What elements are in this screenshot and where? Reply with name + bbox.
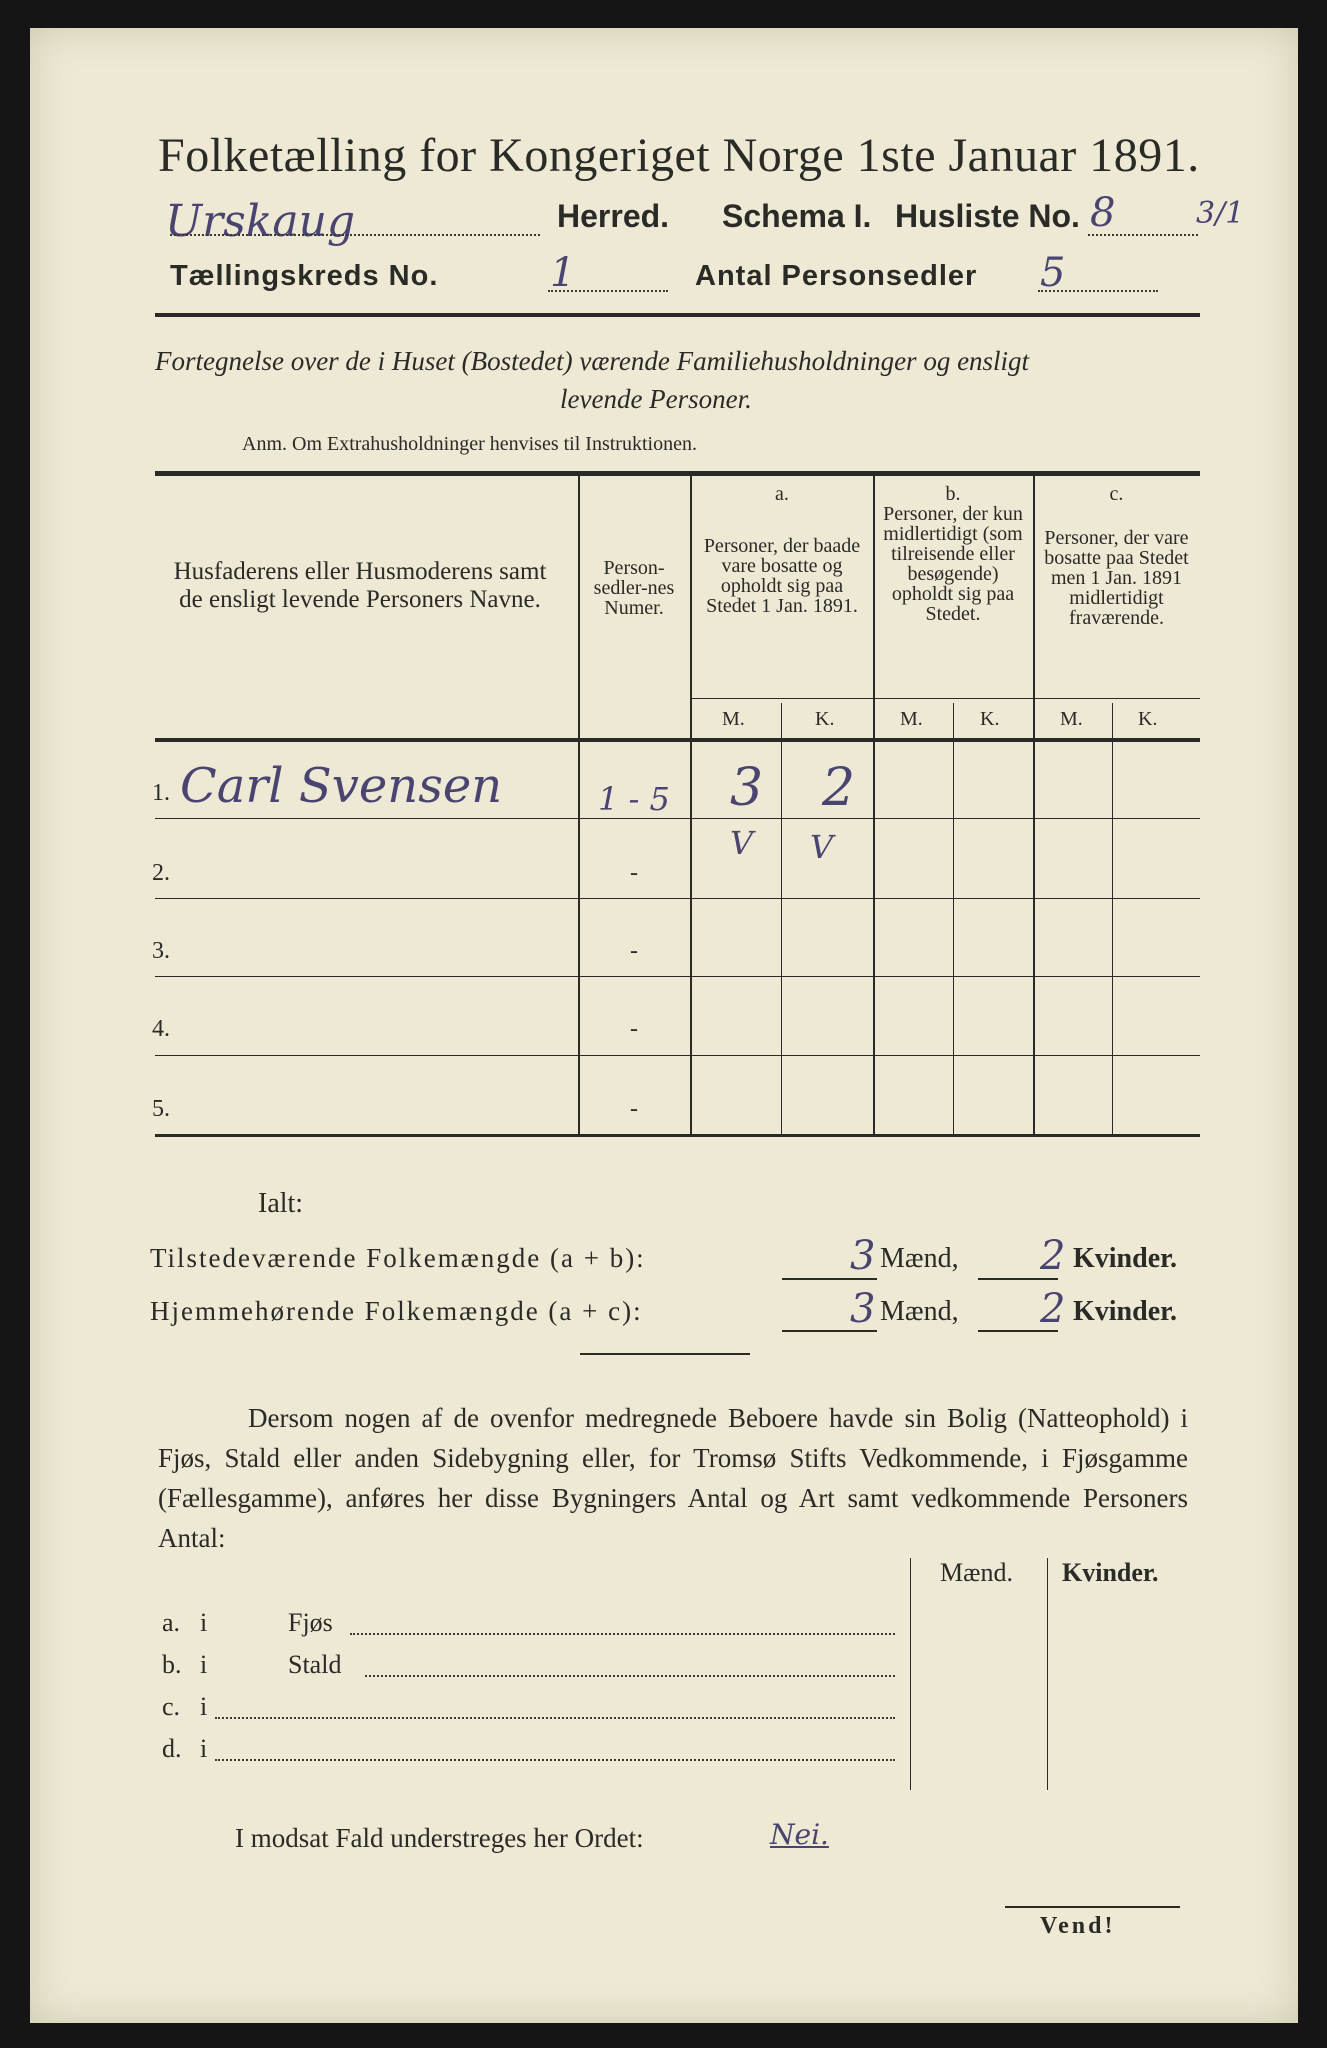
table-bottom-rule <box>155 1134 1200 1137</box>
kvinder-label: Kvinder. <box>1073 1296 1177 1327</box>
col-b-letter: b. <box>945 483 961 505</box>
col-divider <box>578 476 580 1134</box>
intro-line2: levende Personer. <box>560 384 752 414</box>
husliste-value: 8 <box>1090 190 1116 236</box>
hjemme-maend: 3 <box>850 1286 876 1332</box>
husliste-label: Husliste No. <box>895 198 1080 234</box>
schema-label: Schema I. <box>722 198 872 234</box>
kreds-dotline <box>548 290 668 292</box>
check-mark: V <box>810 828 834 866</box>
buildings-maend-head: Mænd. <box>940 1558 1013 1587</box>
building-dotline <box>215 1717 895 1719</box>
separator-rule <box>580 1353 750 1355</box>
tilstede-maend: 3 <box>850 1233 876 1279</box>
herred-label: Herred. <box>557 198 670 234</box>
row-number: 5. <box>152 1096 170 1122</box>
row-numer-prefix <box>598 780 670 818</box>
table-header-rule <box>155 738 1200 742</box>
building-label: Fjøs <box>288 1608 333 1637</box>
form-title: Folketælling for Kongeriget Norge 1ste Januar 1891. <box>158 129 1200 182</box>
building-i: i <box>200 1608 208 1637</box>
buildings-kvinder-head: Kvinder. <box>1062 1558 1159 1587</box>
building-i: i <box>200 1650 208 1679</box>
building-i: i <box>200 1734 208 1763</box>
col-c-letter: c. <box>1109 483 1124 505</box>
maend-label: Mænd, <box>880 1243 959 1274</box>
building-label: Stald <box>288 1650 342 1679</box>
anm-note: Anm. Om Extrahusholdninger henvises til Instruktionen. <box>242 433 697 455</box>
husliste-extra: 3/1 <box>1196 196 1245 231</box>
building-letter: a. <box>162 1608 181 1637</box>
row-name: Carl Svensen <box>180 758 503 814</box>
ialt-label: Ialt: <box>258 1188 304 1219</box>
buildings-divider <box>1047 1558 1048 1790</box>
a-k-label: K. <box>815 708 835 730</box>
kreds-value: 1 <box>550 250 576 296</box>
antal-value: 5 <box>1040 250 1066 296</box>
building-dotline <box>215 1759 895 1761</box>
row-number: 3. <box>152 938 170 964</box>
row-numer: - <box>630 1096 638 1122</box>
maend-label: Mænd, <box>880 1296 959 1327</box>
header-rule <box>155 313 1200 317</box>
col-names-header: Husfaderens eller Husmoderens samt de ensligt levende Personers Navne. <box>173 558 547 613</box>
c-k-label: K. <box>1138 708 1158 730</box>
nei-word: Nei. <box>770 1818 829 1851</box>
mk-divider <box>1112 703 1113 1134</box>
row-rule <box>155 898 1200 899</box>
table-top-rule <box>155 471 1200 476</box>
building-letter: d. <box>162 1734 182 1763</box>
row-number: 4. <box>152 1016 170 1042</box>
col-c-header: Personer, der vare bosatte paa Stedet men 1 Jan. 1891 midlertidigt fraværende. <box>1044 527 1189 629</box>
row-a-m: 3 <box>730 758 764 818</box>
kvinder-label: Kvinder. <box>1073 1243 1177 1274</box>
antal-label: Antal Personsedler <box>695 260 978 292</box>
vend-rule <box>1005 1906 1180 1908</box>
check-mark: V <box>730 824 754 862</box>
building-dotline <box>365 1675 895 1677</box>
mk-rule <box>690 698 1200 699</box>
col-b-header: Personer, der kun midlertidigt (som tilreisende eller besøgende) opholdt sig paa Stedet. <box>883 503 1023 625</box>
hjemme-label: Hjemmehørende Folkemængde (a + c): <box>150 1296 643 1326</box>
a-m-label: M. <box>722 708 745 730</box>
row-numer: - <box>630 938 638 964</box>
buildings-divider <box>910 1558 911 1790</box>
vend-label: Vend! <box>1040 1913 1116 1939</box>
mk-divider <box>781 703 782 1134</box>
antal-dotline <box>1038 290 1158 292</box>
col-numer-header: Person-sedler-nes Numer. <box>593 557 675 619</box>
tilstede-label: Tilstedeværende Folkemængde (a + b): <box>150 1243 646 1273</box>
row-rule <box>155 1055 1200 1056</box>
herred-dotline <box>170 234 540 236</box>
mk-divider <box>953 703 954 1134</box>
col-a-letter: a. <box>775 483 789 505</box>
row-numer: - <box>630 1016 638 1042</box>
hjemme-kvinder: 2 <box>1040 1286 1066 1332</box>
husliste-dotline <box>1088 234 1198 236</box>
tilstede-kvinder: 2 <box>1040 1233 1066 1279</box>
herred-handwritten: Urskaug <box>165 196 356 247</box>
row-numer: 1 - 5 <box>598 780 670 818</box>
building-letter: b. <box>162 1650 182 1679</box>
row-a-k: 2 <box>822 758 856 818</box>
row-numer: - <box>630 860 638 886</box>
buildings-paragraph: Dersom nogen af de ovenfor medregnede Beboere havde sin Bolig (Natteophold) i Fjøs, Stald eller anden Sidebygning eller, for Tromsø Stifts Vedkommende, i Fjøsgamme (Fællesgamme), anføres her disse Bygningers Antal og Art samt vedkommende Personers Antal: <box>158 1403 1188 1553</box>
c-m-label: M. <box>1060 708 1083 730</box>
intro-line1: Fortegnelse over de i Huset (Bostedet) værende Familiehusholdninger og ensligt <box>155 346 1030 376</box>
b-k-label: K. <box>980 708 1000 730</box>
col-a-header: Personer, der baade vare bosatte og opholdt sig paa Stedet 1 Jan. 1891. <box>703 535 861 617</box>
building-letter: c. <box>162 1692 181 1721</box>
building-i: i <box>200 1692 208 1721</box>
census-form-sheet <box>30 28 1298 2023</box>
row-number: 2. <box>152 860 170 886</box>
row-rule <box>155 976 1200 977</box>
modsat-text: I modsat Fald understreges her Ordet: <box>235 1823 644 1853</box>
row-number: 1. <box>152 780 170 806</box>
building-dotline <box>350 1633 895 1635</box>
col-divider <box>690 476 692 1134</box>
kreds-label: Tællingskreds No. <box>170 260 439 292</box>
b-m-label: M. <box>900 708 923 730</box>
row-rule <box>155 818 1200 819</box>
